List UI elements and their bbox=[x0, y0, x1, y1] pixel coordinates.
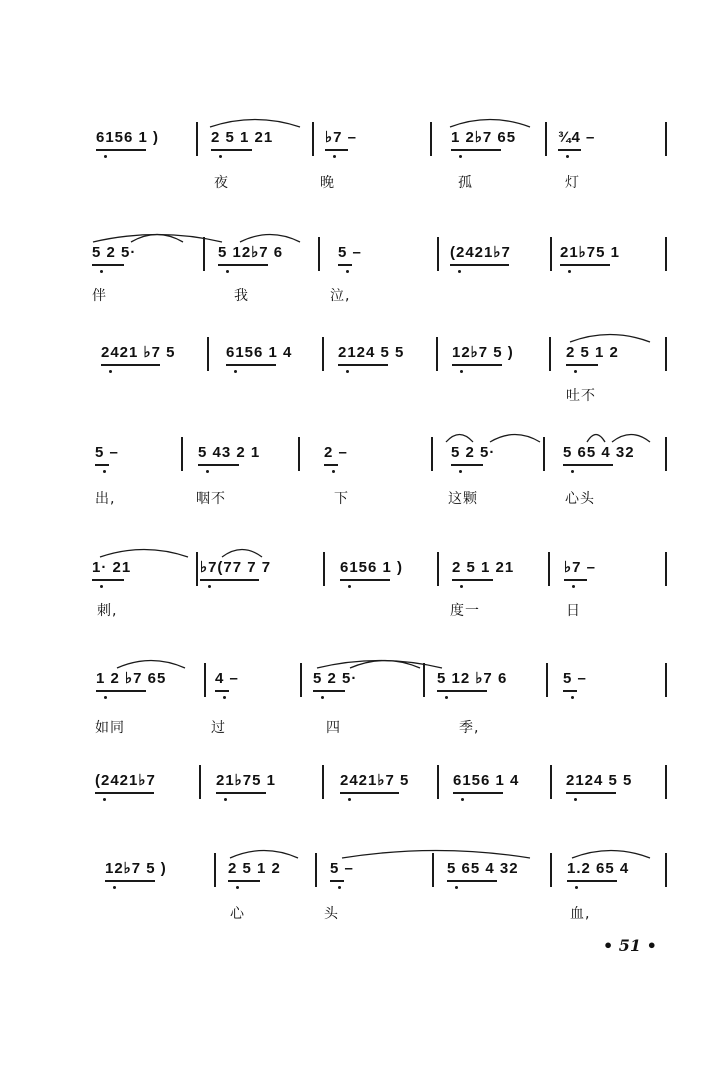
barline bbox=[196, 552, 198, 586]
octave-dot bbox=[459, 155, 462, 158]
octave-dot bbox=[571, 470, 574, 473]
barline bbox=[323, 552, 325, 586]
barline bbox=[199, 765, 201, 799]
slur bbox=[131, 231, 183, 243]
notation-segment: 5 12♭7 6 bbox=[218, 244, 284, 261]
beam-line bbox=[338, 364, 388, 366]
beam-line bbox=[216, 792, 266, 794]
beam-line bbox=[451, 149, 501, 151]
octave-dot bbox=[346, 270, 349, 273]
lyric-text: 孤 bbox=[458, 175, 473, 191]
lyric-text: 日 bbox=[566, 603, 581, 619]
notation-segment: 2124 5 5 bbox=[566, 772, 633, 789]
notation-segment: 2 – bbox=[324, 444, 348, 461]
slur bbox=[222, 546, 262, 558]
beam-line bbox=[566, 792, 616, 794]
notation-segment: 5 – bbox=[95, 444, 119, 461]
barline bbox=[298, 437, 300, 471]
barline bbox=[207, 337, 209, 371]
beam-line bbox=[92, 264, 124, 266]
notation-segment: 2 5 1 2 bbox=[566, 344, 619, 361]
notation-segment: 21♭75 1 bbox=[560, 244, 620, 261]
lyric-text: 咽不 bbox=[196, 491, 226, 507]
notation-segment: 21♭75 1 bbox=[216, 772, 276, 789]
barline bbox=[204, 663, 206, 697]
barline bbox=[665, 237, 667, 271]
octave-dot bbox=[104, 696, 107, 699]
lyric-text: 泣, bbox=[330, 288, 351, 304]
slur bbox=[446, 431, 473, 443]
beam-line bbox=[450, 264, 509, 266]
notation-segment: 5 – bbox=[338, 244, 362, 261]
beam-line bbox=[198, 464, 239, 466]
beam-line bbox=[226, 364, 276, 366]
slur bbox=[570, 331, 650, 343]
octave-dot bbox=[224, 798, 227, 801]
octave-dot bbox=[206, 470, 209, 473]
barline bbox=[550, 853, 552, 887]
barline bbox=[315, 853, 317, 887]
barline bbox=[437, 237, 439, 271]
slur bbox=[612, 431, 650, 443]
barline bbox=[318, 237, 320, 271]
barline bbox=[437, 552, 439, 586]
notation-segment: 2 5 1 2 bbox=[228, 860, 281, 877]
beam-line bbox=[560, 264, 610, 266]
barline bbox=[550, 765, 552, 799]
barline bbox=[322, 765, 324, 799]
notation-segment: 2421 ♭7 5 bbox=[101, 344, 176, 361]
octave-dot bbox=[575, 886, 578, 889]
notation-segment: 1.2 65 4 bbox=[567, 860, 630, 877]
lyric-text: 血, bbox=[570, 906, 591, 922]
beam-line bbox=[558, 149, 581, 151]
notation-segment: 5 65 4 32 bbox=[563, 444, 635, 461]
notation-segment: 4 – bbox=[215, 670, 239, 687]
barline bbox=[665, 437, 667, 471]
lyric-text: 晚 bbox=[320, 175, 335, 191]
octave-dot bbox=[574, 798, 577, 801]
lyric-text: 度一 bbox=[450, 603, 480, 619]
octave-dot bbox=[113, 886, 116, 889]
notation-segment: 1 2 ♭7 65 bbox=[96, 670, 167, 687]
slur bbox=[230, 847, 298, 859]
lyric-text: 四 bbox=[326, 720, 341, 736]
beam-line bbox=[563, 690, 577, 692]
notation-segment: 6156 1 ) bbox=[340, 559, 404, 576]
barline bbox=[549, 337, 551, 371]
octave-dot bbox=[566, 155, 569, 158]
notation-segment: ♭7(77 7 7 bbox=[200, 559, 272, 576]
beam-line bbox=[566, 364, 598, 366]
barline bbox=[550, 237, 552, 271]
notation-segment: ♭7 – bbox=[564, 559, 596, 576]
slur bbox=[572, 847, 650, 859]
octave-dot bbox=[571, 696, 574, 699]
octave-dot bbox=[445, 696, 448, 699]
beam-line bbox=[101, 364, 160, 366]
octave-dot bbox=[109, 370, 112, 373]
slur bbox=[350, 657, 420, 669]
lyric-text: 季, bbox=[459, 720, 480, 736]
lyric-text: 下 bbox=[334, 491, 349, 507]
lyric-text: 刺, bbox=[97, 603, 118, 619]
notation-segment: ♭7 – bbox=[325, 129, 357, 146]
octave-dot bbox=[455, 886, 458, 889]
octave-dot bbox=[348, 798, 351, 801]
barline bbox=[322, 337, 324, 371]
slur bbox=[490, 431, 540, 443]
beam-line bbox=[452, 364, 502, 366]
page-number: • 51 • bbox=[603, 936, 657, 955]
octave-dot bbox=[223, 696, 226, 699]
slur bbox=[450, 116, 530, 128]
octave-dot bbox=[236, 886, 239, 889]
beam-line bbox=[453, 792, 503, 794]
slur bbox=[587, 431, 605, 443]
lyric-text: 头 bbox=[324, 906, 339, 922]
notation-segment: 5 2 5· bbox=[451, 444, 496, 461]
octave-dot bbox=[332, 470, 335, 473]
barline bbox=[548, 552, 550, 586]
beam-line bbox=[340, 792, 399, 794]
octave-dot bbox=[208, 585, 211, 588]
beam-line bbox=[95, 792, 154, 794]
notation-segment: (2421♭7 bbox=[95, 772, 156, 789]
notation-segment: 5 43 2 1 bbox=[198, 444, 261, 461]
octave-dot bbox=[338, 886, 341, 889]
notation-segment: 2421♭7 5 bbox=[340, 772, 410, 789]
lyric-text: 夜 bbox=[214, 175, 229, 191]
notation-segment: 12♭7 5 ) bbox=[452, 344, 514, 361]
notation-segment: 6156 1 ) bbox=[96, 129, 160, 146]
octave-dot bbox=[333, 155, 336, 158]
octave-dot bbox=[226, 270, 229, 273]
notation-segment: 2124 5 5 bbox=[338, 344, 405, 361]
barline bbox=[214, 853, 216, 887]
notation-segment: 6156 1 4 bbox=[226, 344, 293, 361]
notation-segment: 5 2 5· bbox=[92, 244, 137, 261]
beam-line bbox=[324, 464, 338, 466]
octave-dot bbox=[458, 270, 461, 273]
beam-line bbox=[200, 579, 259, 581]
slur bbox=[342, 847, 530, 859]
octave-dot bbox=[234, 370, 237, 373]
beam-line bbox=[340, 579, 390, 581]
octave-dot bbox=[348, 585, 351, 588]
barline bbox=[665, 337, 667, 371]
beam-line bbox=[228, 880, 260, 882]
octave-dot bbox=[103, 470, 106, 473]
octave-dot bbox=[219, 155, 222, 158]
slur bbox=[100, 546, 188, 558]
barline bbox=[437, 765, 439, 799]
octave-dot bbox=[572, 585, 575, 588]
octave-dot bbox=[100, 270, 103, 273]
notation-segment: (2421♭7 bbox=[450, 244, 511, 261]
notation-segment: 2 5 1 21 bbox=[452, 559, 515, 576]
lyric-text: 吐不 bbox=[566, 388, 596, 404]
barline bbox=[665, 122, 667, 156]
beam-line bbox=[95, 464, 109, 466]
notation-segment: 5 2 5· bbox=[313, 670, 358, 687]
beam-line bbox=[447, 880, 497, 882]
beam-line bbox=[218, 264, 268, 266]
notation-segment: ¾4 – bbox=[558, 129, 596, 146]
barline bbox=[543, 437, 545, 471]
notation-segment: 5 – bbox=[563, 670, 587, 687]
beam-line bbox=[313, 690, 345, 692]
octave-dot bbox=[459, 470, 462, 473]
beam-line bbox=[437, 690, 487, 692]
notation-segment: 6156 1 4 bbox=[453, 772, 520, 789]
barline bbox=[181, 437, 183, 471]
barline bbox=[196, 122, 198, 156]
lyric-text: 我 bbox=[234, 288, 249, 304]
barline bbox=[436, 337, 438, 371]
beam-line bbox=[325, 149, 348, 151]
octave-dot bbox=[103, 798, 106, 801]
notation-segment: 12♭7 5 ) bbox=[105, 860, 167, 877]
octave-dot bbox=[574, 370, 577, 373]
barline bbox=[312, 122, 314, 156]
beam-line bbox=[215, 690, 229, 692]
beam-line bbox=[567, 880, 617, 882]
beam-line bbox=[92, 579, 124, 581]
beam-line bbox=[338, 264, 352, 266]
barline bbox=[431, 437, 433, 471]
lyric-text: 心 bbox=[230, 906, 245, 922]
octave-dot bbox=[461, 798, 464, 801]
barline bbox=[665, 853, 667, 887]
octave-dot bbox=[104, 155, 107, 158]
beam-line bbox=[96, 149, 146, 151]
barline bbox=[545, 122, 547, 156]
notation-segment: 1· 21 bbox=[92, 559, 132, 576]
barline bbox=[665, 663, 667, 697]
octave-dot bbox=[460, 370, 463, 373]
slur bbox=[240, 231, 300, 243]
beam-line bbox=[105, 880, 155, 882]
beam-line bbox=[96, 690, 146, 692]
slur bbox=[210, 116, 300, 128]
octave-dot bbox=[321, 696, 324, 699]
lyric-text: 灯 bbox=[565, 175, 580, 191]
lyric-text: 这颗 bbox=[448, 491, 478, 507]
beam-line bbox=[452, 579, 493, 581]
octave-dot bbox=[568, 270, 571, 273]
beam-line bbox=[563, 464, 613, 466]
beam-line bbox=[564, 579, 587, 581]
notation-segment: 5 – bbox=[330, 860, 354, 877]
notation-segment: 1 2♭7 65 bbox=[451, 129, 517, 146]
octave-dot bbox=[100, 585, 103, 588]
lyric-text: 心头 bbox=[565, 491, 595, 507]
beam-line bbox=[330, 880, 344, 882]
notation-segment: 2 5 1 21 bbox=[211, 129, 274, 146]
notation-segment: 5 12 ♭7 6 bbox=[437, 670, 508, 687]
octave-dot bbox=[460, 585, 463, 588]
barline bbox=[665, 765, 667, 799]
slur bbox=[117, 657, 185, 669]
lyric-text: 出, bbox=[95, 491, 116, 507]
lyric-text: 过 bbox=[211, 720, 226, 736]
notation-segment: 5 65 4 32 bbox=[447, 860, 519, 877]
barline bbox=[546, 663, 548, 697]
beam-line bbox=[451, 464, 483, 466]
barline bbox=[300, 663, 302, 697]
barline bbox=[665, 552, 667, 586]
beam-line bbox=[211, 149, 252, 151]
lyric-text: 伴 bbox=[92, 288, 107, 304]
barline bbox=[430, 122, 432, 156]
octave-dot bbox=[346, 370, 349, 373]
lyric-text: 如同 bbox=[95, 720, 125, 736]
